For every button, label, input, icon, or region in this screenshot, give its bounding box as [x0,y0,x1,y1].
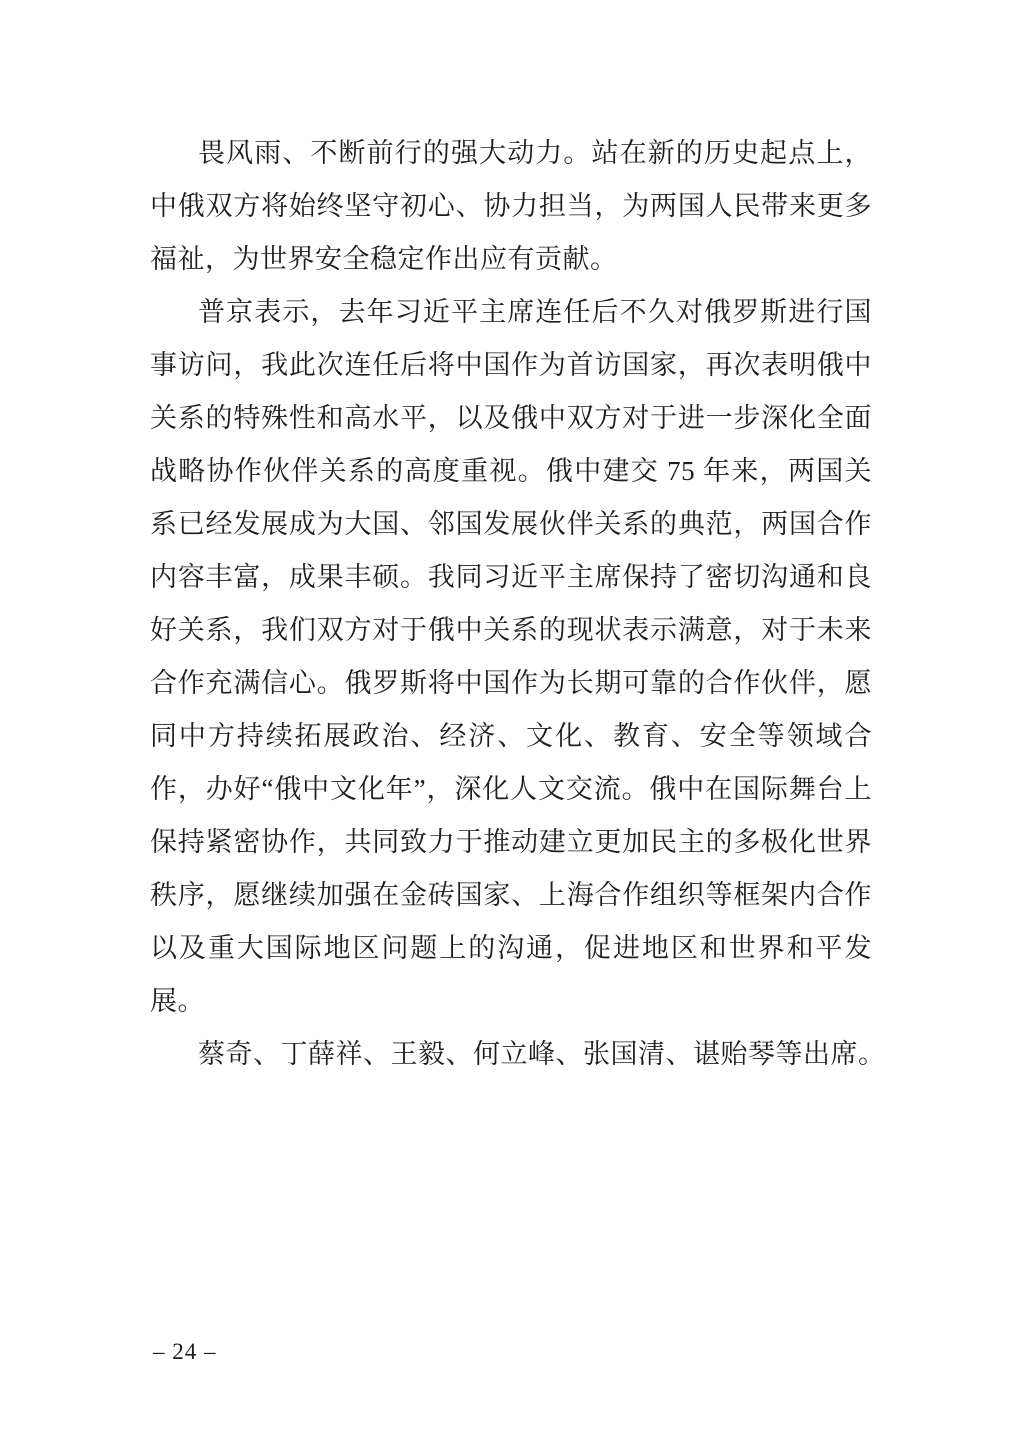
body-paragraph: 畏风雨、不断前行的强大动力。站在新的历史起点上，中俄双方将始终坚守初心、协力担当，为两国人民带来更多福祉，为世界安全稳定作出应有贡献。 [150,138,872,274]
body-paragraph: 蔡奇、丁薛祥、王毅、何立峰、张国清、谌贻琴等出席。 [198,1039,886,1069]
body-paragraph: 普京表示，去年习近平主席连任后不久对俄罗斯进行国事访问，我此次连任后将中国作为首访国家，再次表明俄中关系的特殊性和高水平，以及俄中双方对于进一步深化全面战略协作伙伴关系的高度重视。俄中建交 75 年来，两国关系已经发展成为大国、邻国发展伙伴关系的典范，两国合作内容丰富，成果丰硕。我同习近平主席保持了密切沟通和良好关系，我们双方对于俄中关系的现状表示满意，对于未来合作充满信心。俄罗斯将中国作为长期可靠的合作伙伴，愿同中方持续拓展政治、经济、文化、教育、安全等领域合作，办好“俄中文化年”，深化人文交流。俄中在国际舞台上保持紧密协作，共同致力于推动建立更加民主的多极化世界秩序，愿继续加强在金砖国家、上海合作组织等框架内合作以及重大国际地区问题上的沟通，促进地区和世界和平发展。 [150,297,872,1016]
document-body [150,127,886,1081]
page-number: – 24 – [153,1339,217,1364]
